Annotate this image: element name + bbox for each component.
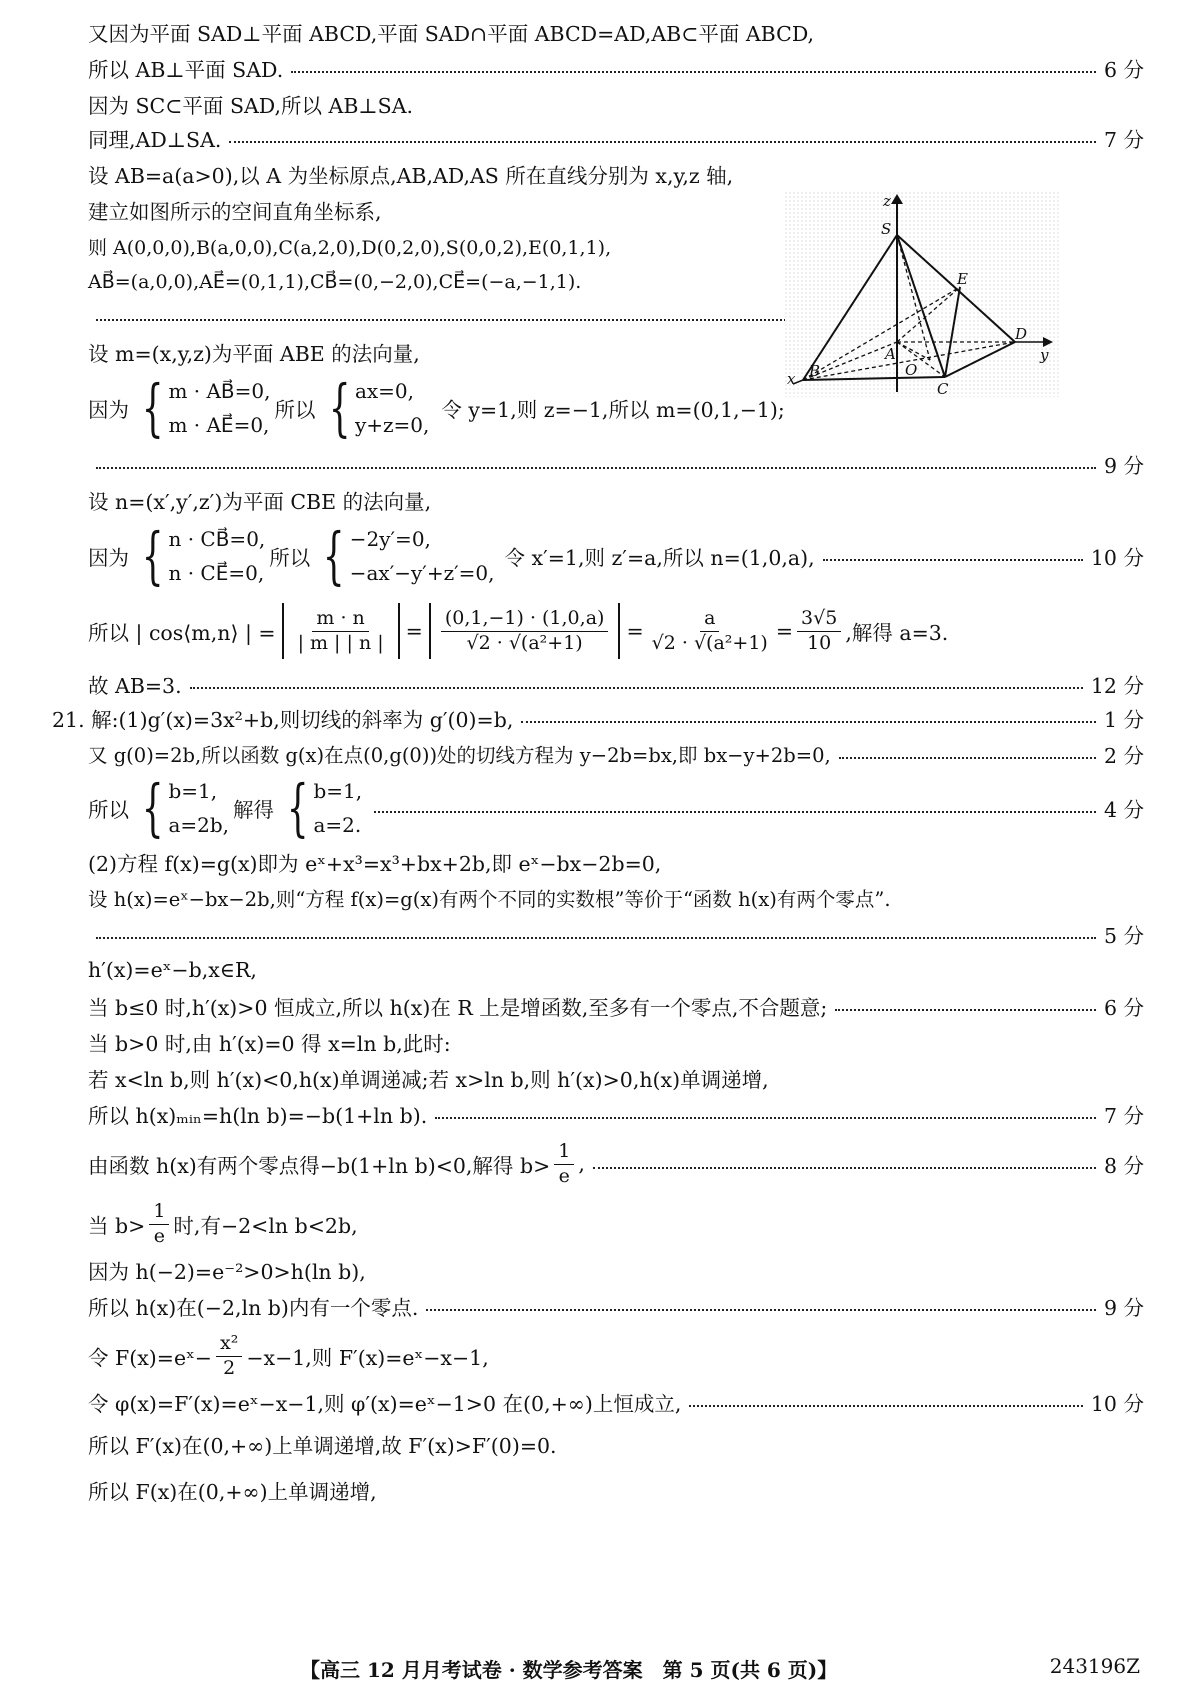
dot-leader xyxy=(374,811,1096,813)
line-b-range: 由函数 h(x)有两个零点得−b(1+ln b)<0,解得 b> $\frac{1}{e}$ , 8 分 xyxy=(88,1139,1144,1187)
fraction: $\frac{\text{x²}}{2}$ xyxy=(216,1332,242,1381)
score-label: 2 分 xyxy=(1103,744,1144,768)
dot-leader xyxy=(839,757,1096,759)
score-label: 8 分 xyxy=(1103,1154,1144,1178)
score-label: 10 分 xyxy=(1090,1392,1144,1416)
score-label: 10 分 xyxy=(1090,546,1144,570)
equation-system: { ax=0, y+z=0, xyxy=(328,371,430,444)
line-phi: 令 φ(x)=F′(x)=eˣ−x−1,则 φ′(x)=eˣ−1>0 在(0,+∞)上恒成立, 10 分 xyxy=(88,1382,1144,1422)
dot-leader xyxy=(435,1117,1096,1119)
label-S: S xyxy=(881,220,892,238)
dot-leader xyxy=(426,1309,1096,1311)
equation-system: { b=1, a=2. xyxy=(286,771,363,844)
line-tangent: 又 g(0)=2b,所以函数 g(x)在点(0,g(0))处的切线方程为 y−2b=bx,即 bx−y+2b=0, 2 分 xyxy=(88,734,1144,774)
dot-leader xyxy=(593,1167,1096,1169)
score-label: 4 分 xyxy=(1103,798,1144,822)
fraction: $\frac{1}{e}$ xyxy=(554,1140,574,1189)
fraction: $\frac{a}{\text{√2 · √(a²+1)}}$ xyxy=(651,606,768,654)
line-one-zero: 所以 h(x)在(−2,ln b)内有一个零点. 9 分 xyxy=(88,1286,1144,1326)
score-label: 7 分 xyxy=(1103,128,1144,152)
footer-code: 243196Z xyxy=(1049,1654,1140,1678)
line-vectors: AB⃗=(a,0,0),AE⃗=(0,1,1),CB⃗=(0,−2,0),CE⃗=(−a,−1,1). xyxy=(88,271,582,293)
line-score-5 xyxy=(88,914,1144,954)
dot-leader xyxy=(823,559,1083,561)
dot-leader xyxy=(521,721,1096,723)
dot-leader xyxy=(229,141,1096,143)
dot-leader xyxy=(689,1405,1083,1407)
dot-leader xyxy=(835,1009,1096,1011)
score-label: 12 分 xyxy=(1090,674,1144,698)
equation-system: { −2y′=0, −ax′−y′+z′=0, xyxy=(323,519,495,592)
fraction: $\frac{3√5}{10}$ xyxy=(797,607,841,656)
line-q21-part1: 21. 解:(1)g′(x)=3x²+b,则切线的斜率为 g′(0)=b, 1 分 xyxy=(52,698,1144,738)
line-normal-n: 设 n=(x′,y′,z′)为平面 CBE 的法向量, xyxy=(88,490,432,514)
line-system-m: 因为 { m · AB⃗=0, m · AE⃗=0, 所以 { ax=0, y+z=0, 令 y=1,则 z=−1,所以 m=(0,1,−1); xyxy=(88,371,785,444)
score-label: 9 分 xyxy=(1103,1296,1144,1320)
dot-leader xyxy=(291,71,1096,73)
pyramid-coordinate-figure xyxy=(785,192,1060,397)
line-monotonic: 若 x<ln b,则 h′(x)<0,h(x)单调递减;若 x>ln b,则 h′(x)>0,h(x)单调递增, xyxy=(88,1068,769,1092)
fraction: $\frac{1}{e}$ xyxy=(149,1200,169,1249)
equation-system: { b=1, a=2b, xyxy=(141,771,230,844)
label-E: E xyxy=(957,270,968,288)
line-normal-m: 设 m=(x,y,z)为平面 ABE 的法向量, xyxy=(88,342,420,366)
figure-background xyxy=(785,192,1060,397)
label-x: x xyxy=(787,370,796,388)
line-set-ab: 设 AB=a(a>0),以 A 为坐标原点,AB,AD,AS 所在直线分别为 x,y,z 轴, xyxy=(88,164,734,188)
label-y: y xyxy=(1040,346,1049,364)
line-score-8 xyxy=(88,296,850,336)
score-label: 5 分 xyxy=(1103,924,1144,948)
line-F-inc: 所以 F(x)在(0,+∞)上单调递增, xyxy=(88,1480,377,1504)
score-label: 6 分 xyxy=(1103,58,1144,82)
equation-system: { m · AB⃗=0, m · AE⃗=0, xyxy=(141,371,271,444)
page-footer xyxy=(0,1650,1200,1686)
line-cos-angle: 所以 | cos⟨m,n⟩ | = $\frac{m \cdot n}{| m | | n |}$ = $\frac{(0,1,-1) \cdot (1,0,a)}{\text{√2 · √(a²+1)}}$ = $\frac{a}{\text{√2 · √(a²+1)}}$ = $\frac{3√5}{10}$ ,解得 a=3. xyxy=(88,600,1144,662)
line-system-n: 因为 { n · CB⃗=0, n · CE⃗=0, 所以 { −2y′=0, −ax′−y′+z′=0, 令 x′=1,则 z′=a,所以 n=(1,0,a), 10 分 xyxy=(88,519,1144,592)
dot-leader xyxy=(190,687,1083,689)
line-b-gt-1e: 当 b> $\frac{1}{e}$ 时,有−2<ln b<2b, xyxy=(88,1199,358,1247)
dot-leader xyxy=(96,937,1096,939)
line-ad-perp-sa: 同理,AD⊥SA. 7 分 xyxy=(88,118,1144,158)
fraction: $\frac{m \cdot n}{| m | | n |}$ xyxy=(297,606,384,654)
line-part2-equation: (2)方程 f(x)=g(x)即为 eˣ+x³=x³+bx+2b,即 eˣ−bx−2b=0, xyxy=(88,852,662,876)
footer-title: 【高三 12 月月考试卷 · 数学参考答案 第 5 页(共 6 页)】 xyxy=(300,1658,838,1682)
line-h-derivative: h′(x)=eˣ−b,x∈R, xyxy=(88,958,257,982)
line-h-min: 所以 h(x)ₘᵢₙ=h(ln b)=−b(1+ln b). 7 分 xyxy=(88,1094,1144,1134)
line-ab-perp-sad: 所以 AB⊥平面 SAD. 6 分 xyxy=(88,48,1144,88)
line-score-9 xyxy=(88,444,1144,484)
label-z: z xyxy=(883,192,891,210)
dot-leader xyxy=(96,467,1096,469)
label-A: A xyxy=(885,345,896,363)
line-plane-perp: 又因为平面 SAD⊥平面 ABCD,平面 SAD∩平面 ABCD=AD,AB⊂平面 ABCD, xyxy=(88,22,815,46)
line-ab-perp-sa: 因为 SC⊂平面 SAD,所以 AB⊥SA. xyxy=(88,94,414,118)
line-b-positive: 当 b>0 时,由 h′(x)=0 得 x=ln b,此时: xyxy=(88,1032,451,1056)
fraction: $\frac{(0,1,-1) \cdot (1,0,a)}{\text{√2 · √(a²+1)}}$ xyxy=(441,607,609,656)
line-define-h: 设 h(x)=eˣ−bx−2b,则“方程 f(x)=g(x)有两个不同的实数根”等价于“函数 h(x)有两个零点”. xyxy=(88,888,891,911)
line-points: 则 A(0,0,0),B(a,0,0),C(a,2,0),D(0,2,0),S(0,0,2),E(0,1,1), xyxy=(88,236,612,259)
equation-system: { n · CB⃗=0, n · CE⃗=0, xyxy=(141,519,266,592)
line-define-F: 令 F(x)=eˣ− $\frac{\text{x²}}{2}$ −x−1,则 F′(x)=eˣ−x−1, xyxy=(88,1331,489,1379)
label-B: B xyxy=(809,362,821,380)
score-label: 7 分 xyxy=(1103,1104,1144,1128)
score-label: 6 分 xyxy=(1103,996,1144,1020)
line-h-minus-2: 因为 h(−2)=e⁻²>0>h(ln b), xyxy=(88,1260,366,1284)
score-label: 1 分 xyxy=(1103,708,1144,732)
dot-leader xyxy=(96,319,802,321)
line-system-b: 所以 { b=1, a=2b, 解得 { b=1, a=2. 4 分 xyxy=(88,771,1144,844)
line-b-nonpositive: 当 b≤0 时,h′(x)>0 恒成立,所以 h(x)在 R 上是增函数,至多有一个零点,不合题意; 6 分 xyxy=(88,986,1144,1026)
line-ab-equals-3: 故 AB=3. 12 分 xyxy=(88,664,1144,704)
label-D: D xyxy=(1015,325,1028,343)
label-O: O xyxy=(905,361,918,379)
label-C: C xyxy=(937,380,949,397)
line-F-prime-inc: 所以 F′(x)在(0,+∞)上单调递增,故 F′(x)>F′(0)=0. xyxy=(88,1434,557,1458)
score-label: 9 分 xyxy=(1103,454,1144,478)
line-coord-system: 建立如图所示的空间直角坐标系, xyxy=(88,200,382,224)
